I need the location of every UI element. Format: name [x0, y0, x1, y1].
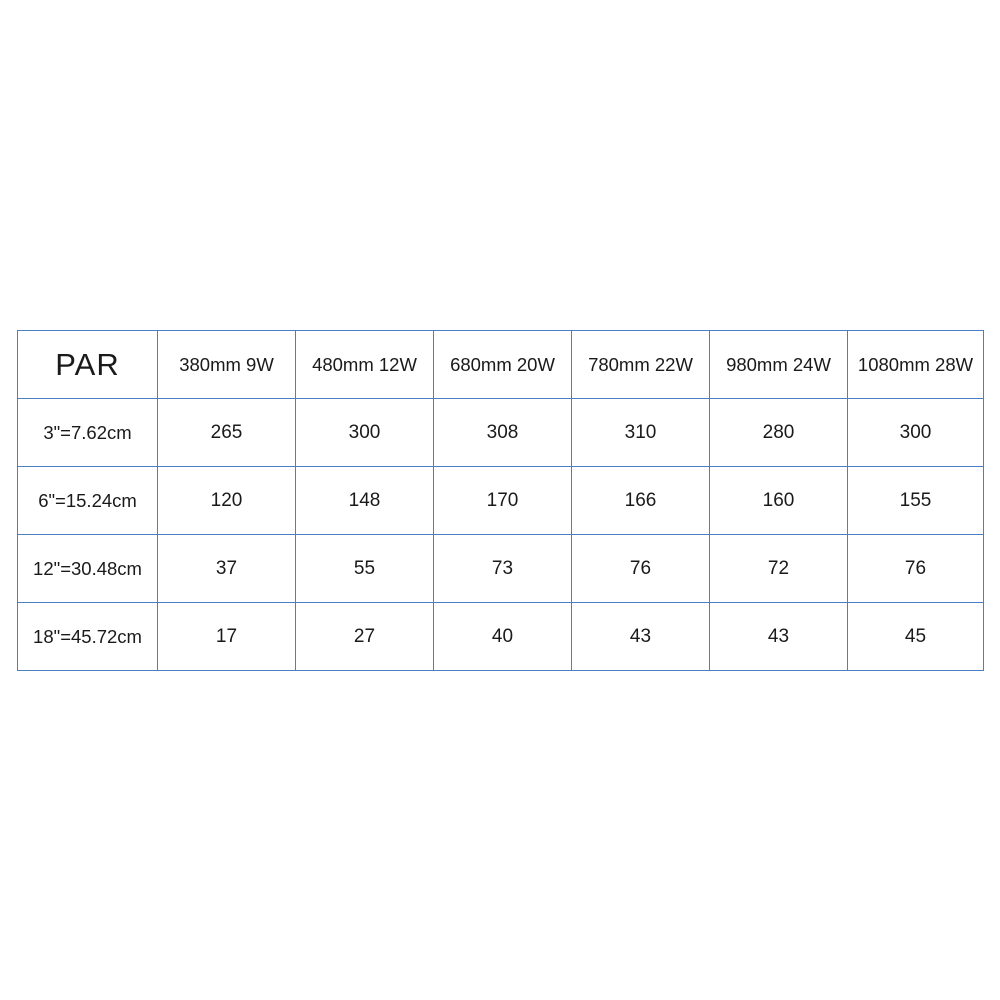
column-header: 680mm 20W [434, 331, 572, 399]
table-corner-label: PAR [18, 331, 158, 399]
table-cell: 43 [710, 603, 848, 671]
column-header: 980mm 24W [710, 331, 848, 399]
column-header: 1080mm 28W [848, 331, 984, 399]
row-header: 6"=15.24cm [18, 467, 158, 535]
table-cell: 72 [710, 535, 848, 603]
table-cell: 37 [158, 535, 296, 603]
table-cell: 308 [434, 399, 572, 467]
table-row [18, 399, 984, 467]
table-row [18, 603, 984, 671]
row-header: 18"=45.72cm [18, 603, 158, 671]
par-table-container [17, 330, 983, 671]
row-header: 3"=7.62cm [18, 399, 158, 467]
table-cell: 76 [848, 535, 984, 603]
par-table [17, 330, 984, 671]
column-header: 480mm 12W [296, 331, 434, 399]
table-cell: 155 [848, 467, 984, 535]
table-cell: 120 [158, 467, 296, 535]
table-cell: 43 [572, 603, 710, 671]
table-cell: 170 [434, 467, 572, 535]
table-row [18, 535, 984, 603]
table-cell: 27 [296, 603, 434, 671]
table-cell: 45 [848, 603, 984, 671]
table-cell: 17 [158, 603, 296, 671]
table-cell: 160 [710, 467, 848, 535]
table-cell: 148 [296, 467, 434, 535]
column-header: 380mm 9W [158, 331, 296, 399]
table-cell: 76 [572, 535, 710, 603]
table-cell: 280 [710, 399, 848, 467]
table-cell: 265 [158, 399, 296, 467]
table-cell: 55 [296, 535, 434, 603]
row-header: 12"=30.48cm [18, 535, 158, 603]
table-row [18, 467, 984, 535]
table-cell: 300 [848, 399, 984, 467]
table-cell: 310 [572, 399, 710, 467]
column-header: 780mm 22W [572, 331, 710, 399]
table-header-row [18, 331, 984, 399]
table-cell: 166 [572, 467, 710, 535]
table-cell: 300 [296, 399, 434, 467]
table-cell: 40 [434, 603, 572, 671]
table-cell: 73 [434, 535, 572, 603]
